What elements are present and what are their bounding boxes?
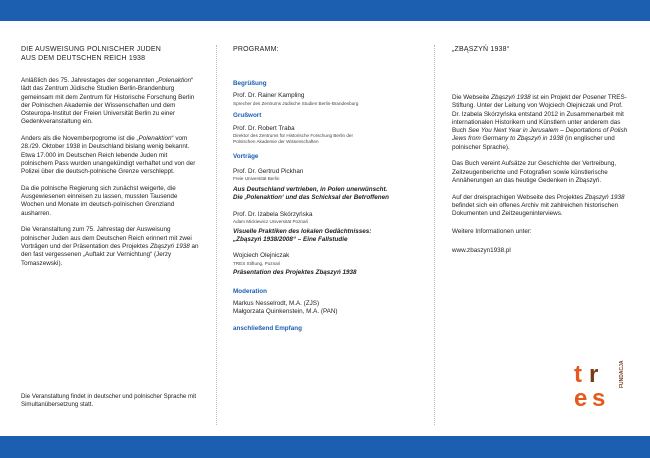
talk-title: Präsentation des Projektes Zbąszyń 1938 (233, 269, 357, 277)
section-moderation: Moderation (233, 287, 267, 295)
project-paragraph-3: Auf der dreisprachigen Webseite des Projektes Zbąszyń 1938 befindet sich ein offenes Archiv mit zahlreichen historischen Dokumenten und Zeitzeugeninterviews. (452, 193, 625, 218)
project-title: „ZBĄSZYŃ 1938“ (452, 46, 510, 53)
section-greeting: Begrüßung (233, 80, 267, 87)
section-welcome: Grußwort (233, 112, 262, 120)
logo-mark-upper-r: r (589, 361, 599, 388)
speaker-affiliation: Adam Mickiewicz Universität Poznań (233, 218, 309, 224)
top-band (0, 0, 650, 21)
tres-foundation-logo (572, 360, 628, 410)
logo-sub: FUNDACJA (619, 360, 625, 388)
intro-title: DIE AUSWEISUNG POLNISCHER JUDEN AUS DEM DEUTSCHEN REICH 1938 (21, 46, 161, 62)
speaker-name: Prof. Dr. Rainer Kampling (233, 92, 305, 100)
bottom-band (0, 436, 650, 458)
speaker-affiliation: TRES Stiftung, Poznań (233, 260, 281, 266)
speaker-name: Prof. Dr. Robert Traba (233, 124, 295, 132)
intro-paragraph-4: Die Veranstaltung zum 75. Jahrestag der Ausweisung polnischer Juden aus dem Deutschen Reich erinnert mit zwei Vorträgen und der Präsentation des Projektes Zbąszyń 1938 an den fast vergessenen „Auftakt zur Vernichtung“ (Jerzy Tomaszewski). (21, 226, 199, 267)
intro-paragraph-1: Anläßlich des 75. Jahrestages der sogenannten „Polenaktion“ lädt das Zentrum Jüdische Studien Berlin-Brandenburg gemeinsam mit dem Zentrum für Historische Forschung Berlin der Polnischen Akademie der Wissenschaften und dem Osteuropa-Institut der Freien Universität Berlin zu einer Gedenkveranstaltung ein. (21, 77, 195, 126)
program-title: PROGRAMM: (233, 46, 279, 53)
intro-paragraph-2: Anders als die Novemberpogrome ist die „Polenaktion“ vom 28./29. Oktober 1938 in Deutschland bislang wenig bekannt. Etwa 17.000 im Deutschen Reich lebende Juden mit polnischem Pass wurden unangekündigt verhaftet und von der Polizei über die deutsch-polnische Grenze verschleppt. (21, 135, 196, 176)
moderator-name: Małgorzata Quinkenstein, M.A. (PAN) (233, 308, 338, 316)
speaker-name: Prof. Dr. Izabela Skórzyńska (233, 210, 313, 218)
logo-mark-lower: e (574, 385, 588, 410)
moderator-name: Markus Nesselrodt, M.A. (ZJS) (233, 299, 320, 307)
language-note: Die Veranstaltung findet in deutscher und polnischer Sprache mit Simultanübersetzung statt. (21, 393, 197, 408)
speaker-affiliation: Direktor des Zentrums für Historische Forschung Berlin der Polnischen Akademie der Wissenschaften (233, 132, 353, 144)
section-talks: Vorträge (233, 152, 259, 160)
talk-title: Visuelle Praktiken des lokalen Gedächtnisses: „Zbąszyń 1938/2008“ – Eine Fallstudie (233, 227, 372, 243)
program-column (233, 45, 418, 333)
project-paragraph-2: Das Buch vereint Aufsätze zur Geschichte der Vertreibung, Zeitzeugenberichte und Fotografien sowie künstlerische Annäherungen an das heutige Gedenken in Zbąszyń. (452, 160, 617, 184)
intro-column (21, 45, 199, 276)
speaker-affiliation: Freie Universität Berlin (233, 176, 280, 182)
website-link[interactable]: www.zbaszyn1938.pl (452, 246, 511, 254)
more-info-label: Weitere Informationen unter: (452, 228, 532, 236)
section-reception: anschließend Empfang (233, 324, 302, 332)
logo-mark-lower-s: s (592, 385, 606, 410)
intro-paragraph-3: Da die polnische Regierung sich zunächst weigerte, die Ausgewiesenen einreisen zu lassen, mussten Tausende Wochen und Monate im deutsch-polnischen Grenzland ausharren. (21, 184, 178, 217)
column-divider-right (434, 45, 435, 425)
project-column (452, 45, 632, 255)
column-divider-left (216, 45, 217, 425)
project-paragraph-1: Die Webseite Zbąszyń 1938 ist ein Projekt der Posener TRES-Stiftung. Unter der Leitung von Wojciech Olejniczak und Prof. Dr. Izabela Skórzyńska entstand 2012 in Zusammenarbeit mit internationalen Historikern und Künstlern unter anderem das Buch See You Next Year in Jerusalem – Deportations of Polish Jews from Germany to Zbąszyń in 1938 (in englischer und polnischer Sprache). (452, 94, 628, 151)
talk-title: Aus Deutschland vertrieben, in Polen unerwünscht. Die ‚Polenaktion‘ und das Schicksal der Betroffenen (233, 185, 389, 202)
speaker-name: Prof. Dr. Gertrud Pickhan (233, 167, 304, 175)
speaker-affiliation: Sprecher des Zentrums Jüdische Studien Berlin-Brandenburg (233, 100, 359, 106)
logo-mark-upper: t (574, 361, 582, 388)
speaker-name: Wojciech Olejniczak (233, 252, 290, 260)
